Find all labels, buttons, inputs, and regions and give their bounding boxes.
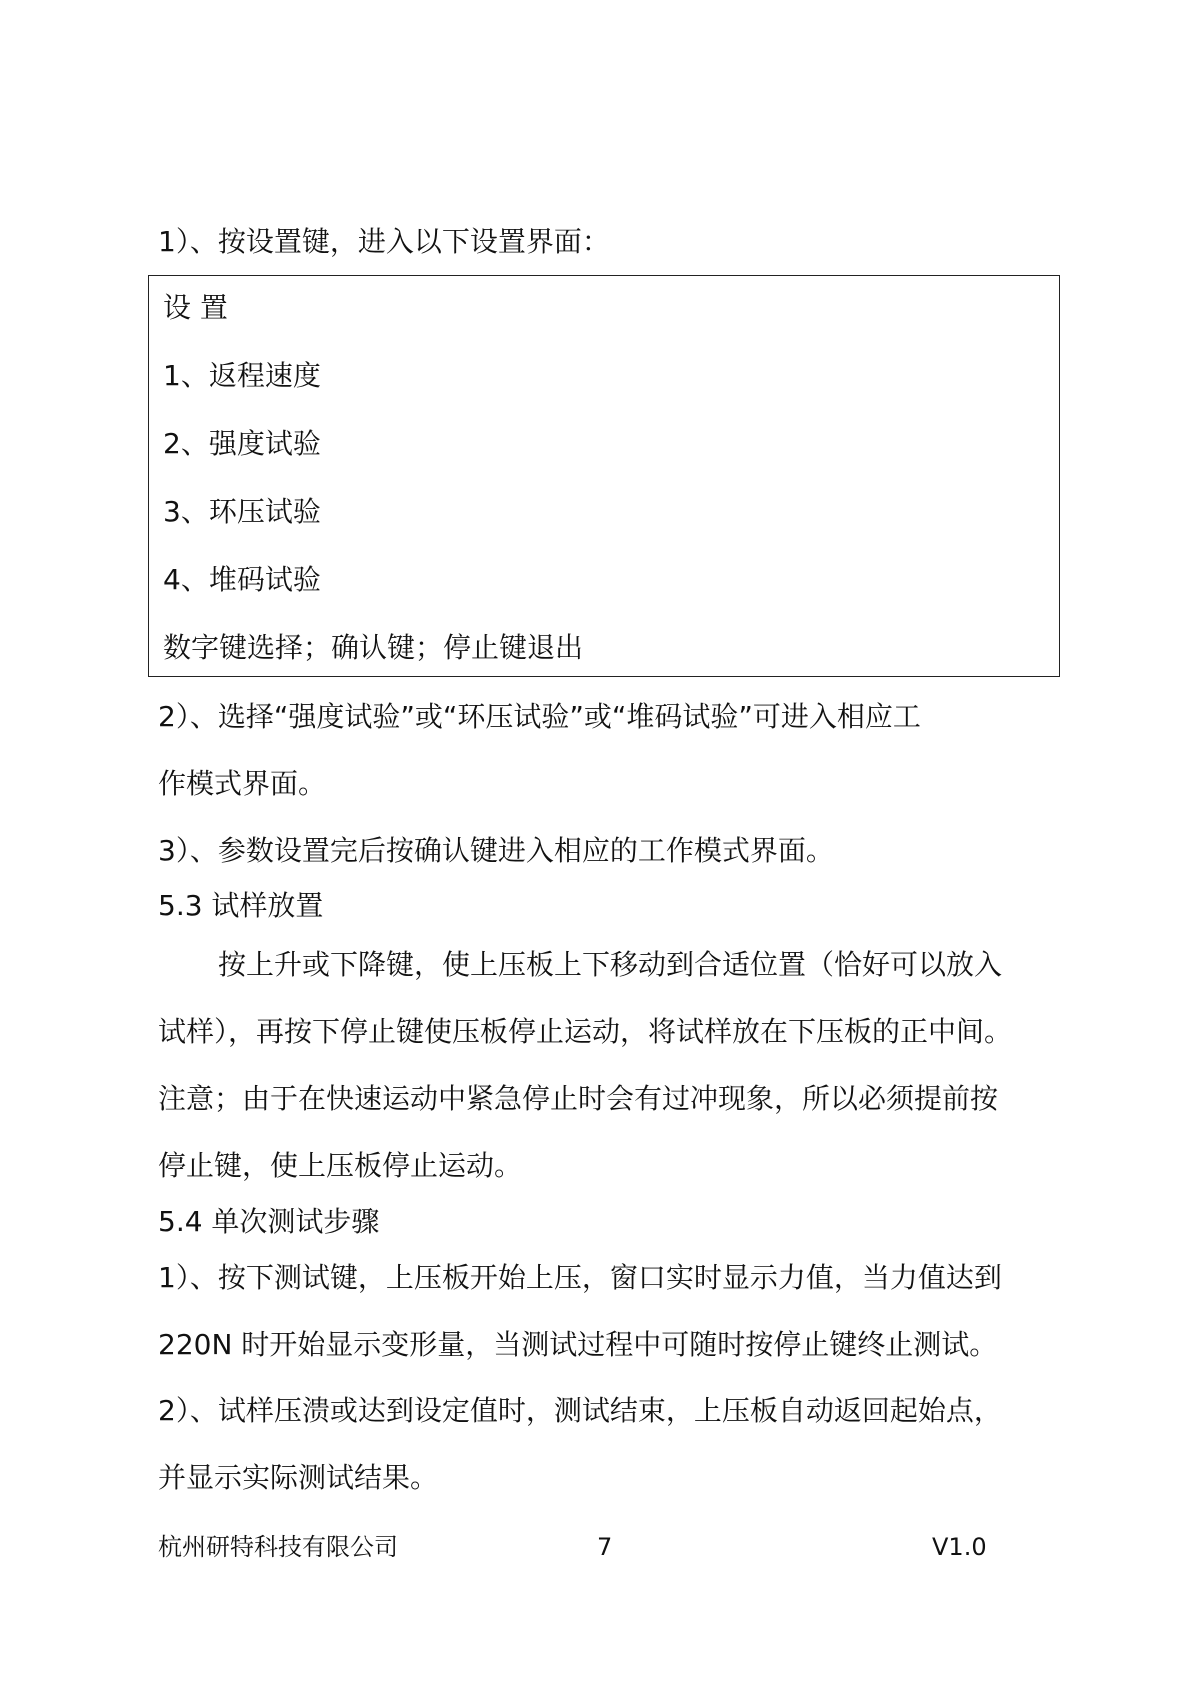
- paragraph-line: 220N 时开始显示变形量，当测试过程中可随时按停止键终止测试。: [158, 1328, 998, 1361]
- menu-hint: 数字键选择；确认键；停止键退出: [163, 631, 584, 664]
- paragraph-line: 并显示实际测试结果。: [158, 1461, 439, 1494]
- paragraph-line: 1）、按下测试键，上压板开始上压，窗口实时显示力值，当力值达到: [158, 1261, 1002, 1294]
- paragraph-line: 试样），再按下停止键使压板停止运动，将试样放在下压板的正中间。: [158, 1015, 1013, 1048]
- footer-version: V1.0: [932, 1533, 987, 1561]
- paragraph-line: 停止键，使上压板停止运动。: [158, 1149, 523, 1182]
- settings-title: 设 置: [163, 291, 228, 324]
- section-5-4-heading: 5.4 单次测试步骤: [158, 1205, 380, 1238]
- paragraph-line: 2）、试样压溃或达到设定值时，测试结束，上压板自动返回起始点，: [158, 1394, 1002, 1427]
- step2-line1: 2）、选择“强度试验”或“环压试验”或“堆码试验”可进入相应工: [158, 700, 921, 733]
- section-5-3-heading: 5.3 试样放置: [158, 889, 324, 922]
- menu-item: 1、返程速度: [163, 359, 321, 392]
- intro-text: 1）、按设置键，进入以下设置界面：: [158, 225, 610, 258]
- menu-item: 4、堆码试验: [163, 563, 321, 596]
- footer-page-number: 7: [597, 1533, 613, 1561]
- menu-item: 3、环压试验: [163, 495, 321, 528]
- paragraph-line: 按上升或下降键，使上压板上下移动到合适位置（恰好可以放入: [218, 948, 1003, 981]
- menu-item: 2、强度试验: [163, 427, 321, 460]
- paragraph-line: 注意；由于在快速运动中紧急停止时会有过冲现象，所以必须提前按: [158, 1082, 999, 1115]
- footer-company: 杭州研特科技有限公司: [158, 1533, 398, 1561]
- step3-text: 3）、参数设置完后按确认键进入相应的工作模式界面。: [158, 834, 834, 867]
- step2-line2: 作模式界面。: [158, 767, 327, 800]
- settings-menu-box: [148, 275, 1060, 677]
